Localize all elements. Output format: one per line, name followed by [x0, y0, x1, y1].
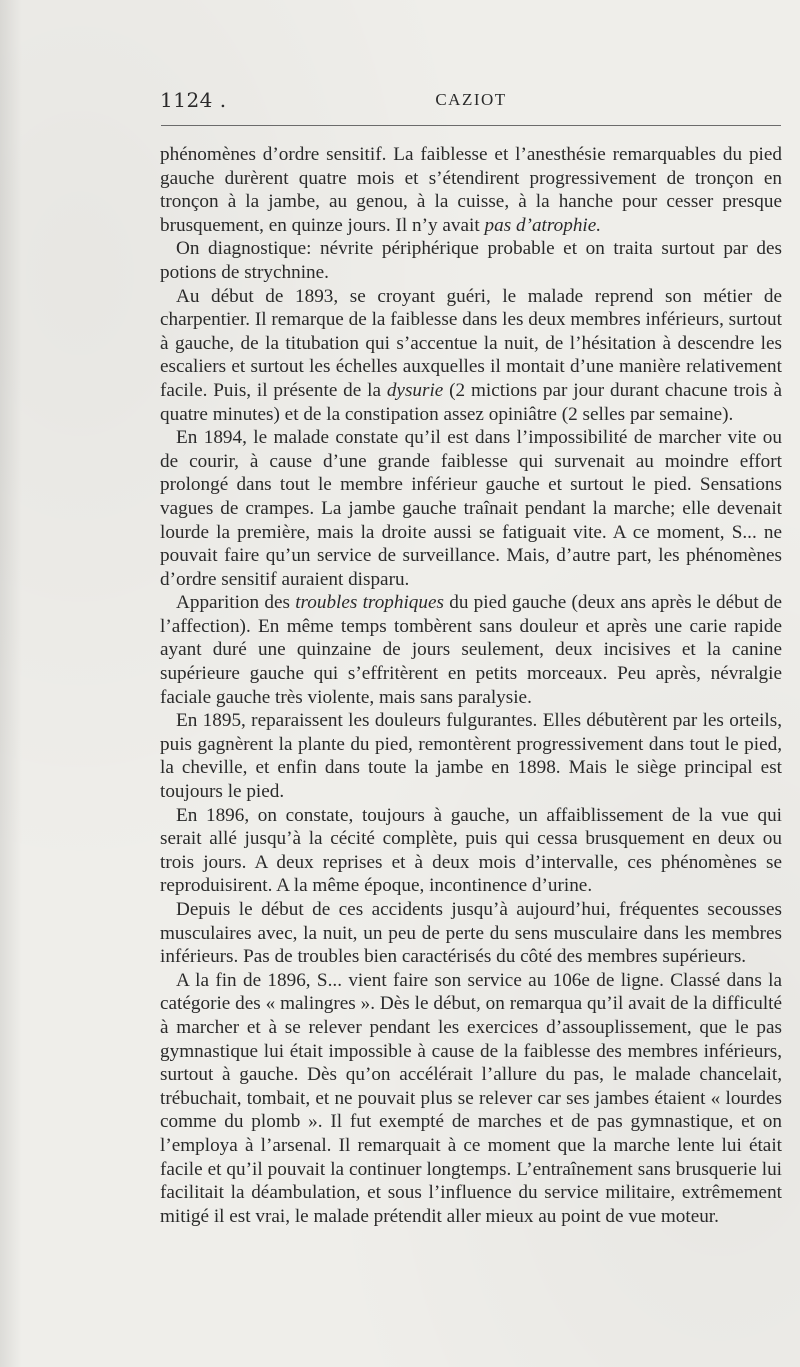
paragraph-4-text-1: En 1894, le malade constate qu’il est dans l’impossibilité de marcher vite ou de courir, à cause d’une grande faiblesse qui survenait au moindre effort prolongé dans tout le membre inférieur gauche et surtout le pied. Sensations vagues de crampes. La jambe gauche traînait pendant la marche; elle devenait lourde la première, mais la droite aussi se fatiguait vite. A ce moment, S... ne pouvait faire qu’un service de surveillance. Mais, d’autre part, les phénomènes d’ordre sensitif auraient disparu. — [160, 427, 782, 590]
paragraph-8 — [160, 898, 782, 969]
page-number: 1124 . — [160, 88, 227, 112]
paragraph-9-text-1: A la fin de 1896, S... vient faire son service au 106e de ligne. Classé dans la catégorie des « malingres ». Dès le début, on remarqua qu’il avait de la difficulté à marcher et à se relever pendant les exercices d’assouplissement, que le pas gymnastique lui était impossible à cause de la faiblesse des membres inférieurs, surtout à gauche. Dès qu’on accélérait l’allure du pas, le malade chancelait, trébuchait, tombait, et ne pouvait plus se relever car ses jambes étaient « lourdes comme du plomb ». Il fut exempté de marches et de pas gymnastique, et on l’employa à l’arsenal. Il remarquait à ce moment que la marche lente lui était facile et qu’il pouvait la continuer longtemps. L’entraînement sans brusquerie lui facilitait la déambulation, et sous l’influence du service militaire, extrêmement mitigé il est vrai, le malade prétendit aller mieux au point de vue moteur. — [160, 969, 782, 1227]
paragraph-7-text-1: En 1896, on constate, toujours à gauche, un affaiblissement de la vue qui serait allé jusqu’à la cécité complète, puis qui cessa brusquement en deux ou trois jours. A deux reprises et à deux mois d’intervalle, ces phénomènes se reproduisirent. A la même époque, incontinence d’urine. — [160, 804, 782, 897]
paragraph-7 — [160, 804, 782, 898]
page-header — [160, 88, 782, 120]
page-gutter-shadow — [0, 0, 22, 1367]
paragraph-3-text-2: (2 mictions par jour durant chacune trois à quatre minutes) et de la constipation assez opiniâtre (2 selles par semaine). — [160, 379, 782, 425]
running-head: CAZIOT — [435, 90, 507, 109]
paragraph-2 — [160, 237, 782, 284]
paragraph-3 — [160, 285, 782, 427]
paragraph-5-text-2: du pied gauche (deux ans après le début de l’affection). En même temps tombèrent sans douleur et après une carie rapide ayant duré une quinzaine de jours seulement, deux incisives et la canine supérieure gauche qui s’effritèrent en petits morceaux. Peu après, névralgie faciale gauche très violente, mais sans paralysie. — [160, 592, 782, 708]
paragraph-8-text-1: Depuis le début de ces accidents jusqu’à aujourd’hui, fréquentes secousses musculaires avec, la nuit, un peu de perte du sens musculaire dans les membres inférieurs. Pas de troubles bien caractérisés du côté des membres supérieurs. — [160, 899, 782, 968]
paragraph-6-text-1: En 1895, reparaissent les douleurs fulgurantes. Elles débutèrent par les orteils, puis gagnèrent la plante du pied, remontèrent progressivement dans tout le pied, la cheville, et enfin dans toute la jambe en 1898. Mais le siège principal est toujours le pied. — [160, 710, 782, 803]
body-text — [160, 143, 782, 1228]
paragraph-3-italic-dysurie: dysurie — [386, 379, 444, 401]
paragraph-5-text-1: Apparition des — [176, 592, 296, 614]
paragraph-3-text-1: Au début de 1893, se croyant guéri, le malade reprend son métier de charpentier. Il remarque de la faiblesse dans les deux membres inférieurs, surtout à gauche, de la titubation qui s’accentue la nuit, de l’hésitation à descendre les escaliers et surtout les échelles auxquelles il montait d’une manière relativement facile. Puis, il présente de la — [160, 285, 782, 401]
paragraph-4 — [160, 426, 782, 591]
paragraph-1-italic-atrophie: pas d’atrophie. — [484, 214, 602, 236]
paragraph-2-text-1: On diagnostique: névrite périphérique probable et on traita surtout par des potions de strychnine. — [160, 238, 782, 283]
paragraph-1-text-1: phénomènes d’ordre sensitif. La faiblesse et l’anesthésie remarquables du pied gauche durèrent quatre mois et s’étendirent progressivement de tronçon en tronçon à la jambe, au genou, à la cuisse, à la hanche pour cesser presque brusquement, en quinze jours. Il n’y avait — [160, 144, 782, 236]
paragraph-9 — [160, 969, 782, 1229]
paragraph-1 — [160, 143, 782, 237]
paragraph-5-italic-troubles: troubles trophiques — [295, 592, 444, 614]
paragraph-6 — [160, 709, 782, 803]
paragraph-5 — [160, 591, 782, 709]
header-rule — [161, 125, 781, 126]
